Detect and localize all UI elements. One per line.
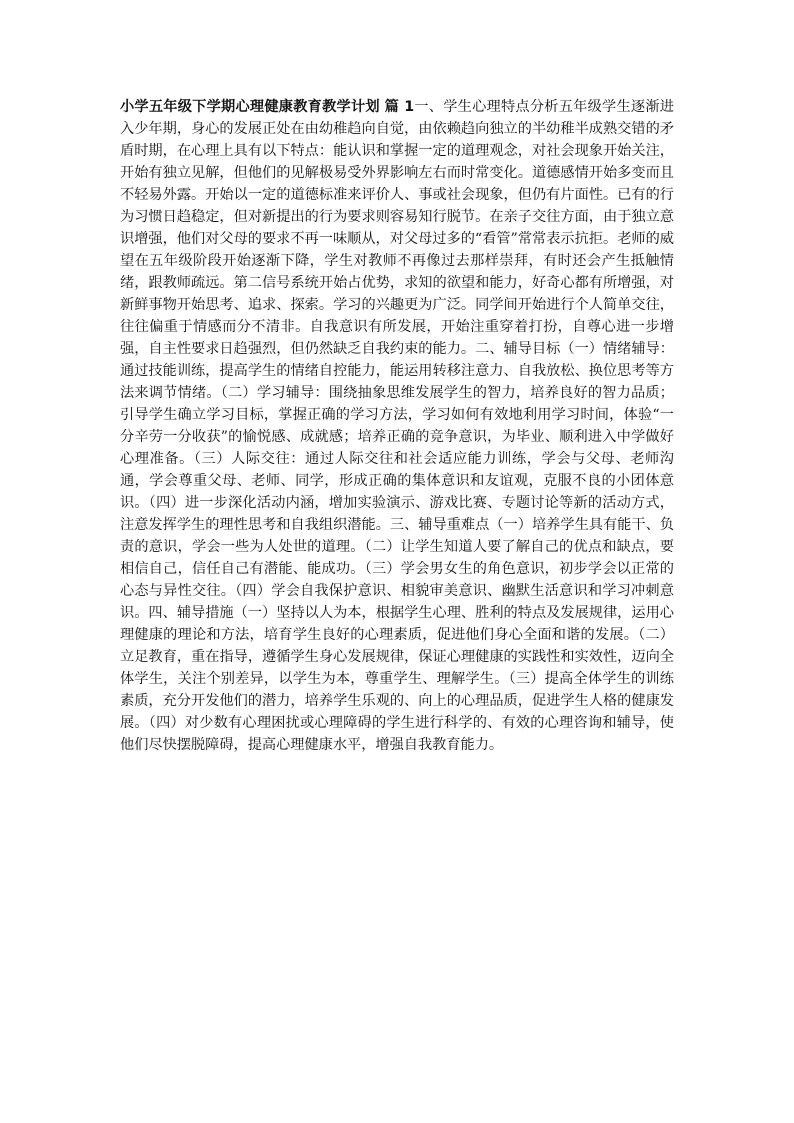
body-text-part-3: 的愉悦感、成就感；培养正确的竞争意识，为毕业、顺利进入中学做好心理准备。（三）人际交往：通过人际交往和社会适应能力训练，学会与父母、老师沟通，学会尊重父母、老师、同学，形成正确的集体意识和友谊观，克服不良的小团体意识。（四）进一步深化活动内涵，增加实验演示、游戏比赛、专题讨论等新的活动方式，注意发挥学生的理性思考和自我组织潜能。三、辅导重难点（一）培养学生具有能干、负责的意识，学会一些为人处世的道理。（二）让学生知道人要了解自己的优点和缺点，要相信自己，信任自己有潜能、能成功。（三）学会男女生的角色意识，初步学会以正常的心态与异性交往。（四）学会自我保护意识、相貌审美意识、幽默生活意识和学习冲刺意识。四、辅导措施（一）坚持以人为本，根据学生心理、胜利的特点及发展规律，运用心理健康的理论和方法，培育学生良好的心理素质，促进他们身心全面和谐的发展。（二）立足教育，重在指导，遵循学生身心发展规律，保证心理健康的实践性和实效性，迈向全体学生，关注个别差异，以学生为本，尊重学生、理解学生。（三）提高全体学生的训练素质，充分开发他们的潜力，培养学生乐观的、向上的心理品质，促进学生人格的健康发展。（四）对少数有心理困扰或心理障碍的学生进行科学的、有效的心理咨询和辅导，使他们尽快摆脱障碍，提高心理健康水平，增强自我教育能力。	[120, 429, 674, 753]
document-body	[120, 96, 674, 756]
body-text-part-2: 常常表示抗拒。老师的威望在五年级阶段开始逐渐下降，学生对教师不再像过去那样崇拜，有时还会产生抵触情绪，跟教师疏远。第二信号系统开始占优势，求知的欲望和能力，好奇心都有所增强，对新鲜事物开始思考、追求、探索。学习的兴趣更为广泛。同学间开始进行个人简单交往，往往偏重于情感而分不清非。自我意识有所发展，开始注重穿着打扮，自尊心进一步增强，自主性要求日趋强烈，但仍然缺乏自我约束的能力。二、辅导目标（一）情绪辅导：通过技能训练，提高学生的情绪自控能力，能运用转移注意力、自我放松、换位思考等方法来调节情绪。（二）学习辅导：围绕抽象思维发展学生的智力，培养良好的智力品质；引导学生确立学习目标，掌握正确的学习方法，学习如何有效地利用学习时间，体验	[120, 231, 674, 423]
document-title: 小学五年级下学期心理健康教育教学计划	[120, 99, 380, 115]
quoted-term-kanguan: “看管”	[474, 231, 518, 247]
section-label: 篇 1	[384, 99, 415, 115]
body-text-part-1: 一、学生心理特点分析五年级学生逐渐进入少年期，身心的发展正处在由幼稚趋向自觉，由依赖趋向独立的半幼稚半成熟交错的矛盾时期，在心理上具有以下特点：能认识和掌握一定的道理观念，对社会现象开始关注，开始有独立见解，但他们的见解极易受外界影响左右而时常变化。道德感情开始多变而且不轻易外露。开始以一定的道德标准来评价人、事或社会现象，但仍有片面性。已有的行为习惯日趋稳定，但对新提出的行为要求则容易知行脱节。在亲子交往方面，由于独立意识增强，他们对父母的要求不再一味顺从，对父母过多的	[120, 99, 674, 247]
quoted-phrase-effort-reward: “一分辛劳一分收获”	[120, 407, 674, 445]
